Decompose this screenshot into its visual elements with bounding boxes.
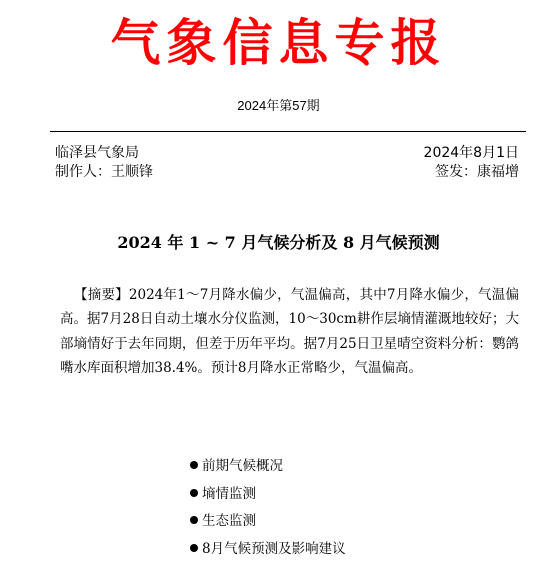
list-item-label: 前期气候概况 <box>202 458 283 474</box>
report-abstract: 【摘要】2024年1～7月降水偏少，气温偏高，其中7月降水偏少，气温偏高。据7月28日自动土壤水分仪监测，10～30cm耕作层墒情灌溉地较好；大部墒情好于去年同期，但差于历年平均。据7月25日卫星晴空资料分析：鹦鸽嘴水库面积增加38.4%。预计8月降水正常略少，气温偏高。 <box>60 287 519 377</box>
signer-name: 康福增 <box>477 164 519 180</box>
bullet-icon <box>190 544 198 552</box>
list-item <box>190 481 346 509</box>
contents-list <box>190 453 346 563</box>
list-item-label: 生态监测 <box>202 513 256 529</box>
signer-label: 签发： <box>435 164 477 180</box>
producer <box>55 162 153 182</box>
report-title: 2024 年 1 ~ 7 月气候分析及 8 月气候预测 <box>117 233 440 252</box>
bullet-icon <box>190 516 198 524</box>
list-item-label: 8月气候预测及影响建议 <box>202 540 346 557</box>
issue-date: 2024年8月1日 <box>423 145 519 161</box>
producer-label: 制作人： <box>55 164 111 180</box>
header-divider <box>50 131 526 132</box>
signer <box>435 162 519 182</box>
agency-name: 临泽县气象局 <box>55 145 139 161</box>
list-item <box>190 536 346 564</box>
list-item-label: 墒情监测 <box>202 485 256 502</box>
list-item <box>190 453 346 481</box>
bullet-icon <box>190 489 198 497</box>
masthead-title: 气象信息专报 <box>110 13 447 72</box>
producer-name: 王顺锋 <box>111 164 153 180</box>
list-item <box>190 508 346 536</box>
bullet-icon <box>190 461 198 469</box>
issue-number: 2024年第57期 <box>237 98 320 113</box>
